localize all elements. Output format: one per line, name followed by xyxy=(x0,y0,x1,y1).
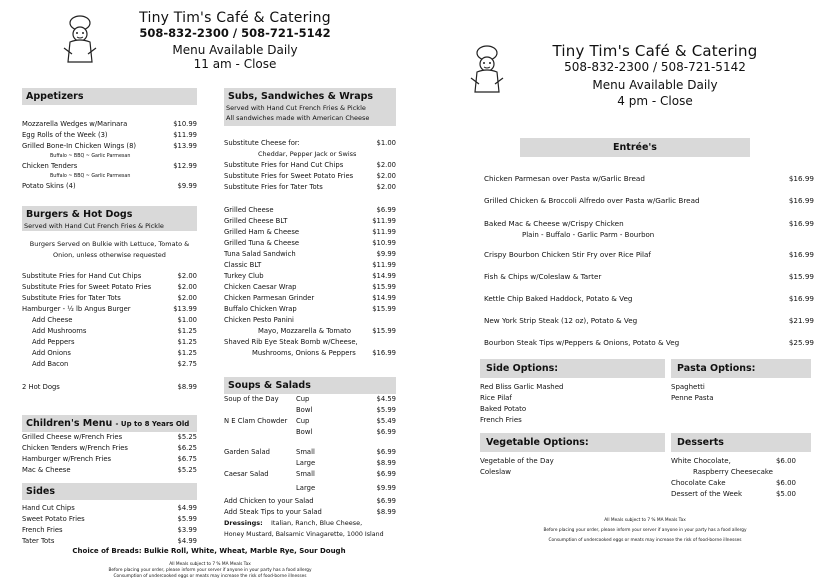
desserts-title: Desserts xyxy=(671,433,811,452)
menu-item: Add Chicken to your Salad $6.99 xyxy=(224,497,396,505)
menu-item: Mac & Cheese $5.25 xyxy=(22,466,197,474)
menu-item: Tuna Salad Sandwich $9.99 xyxy=(224,250,396,258)
addon-item: Add Onions $1.25 xyxy=(32,349,197,357)
menu-item: Raspberry Cheesecake xyxy=(693,468,773,476)
availability-line: Menu Available Daily xyxy=(592,78,718,92)
subs-section xyxy=(224,88,396,359)
addon-item: Add Bacon $2.75 xyxy=(32,360,197,368)
menu-item: Potato Skins (4) $9.99 xyxy=(22,182,197,190)
menu-item: 2 Hot Dogs $8.99 xyxy=(22,383,197,391)
menu-item: Grilled Chicken & Broccoli Alfredo over Pasta w/Garlic Bread $16.99 xyxy=(484,196,814,205)
menu-item: Mushrooms, Onions & Peppers $16.99 xyxy=(252,349,396,357)
menu-item: White Chocolate, $6.00 xyxy=(671,457,796,465)
menu-item: Baked Mac & Cheese w/Crispy Chicken $16.99 xyxy=(484,219,814,228)
menu-item: Shaved Rib Eye Steak Bomb w/Cheese, xyxy=(224,338,358,346)
sides-section xyxy=(22,483,197,547)
hours-line: 11 am - Close xyxy=(193,57,277,71)
menu-item: N E Clam Chowder Cup $5.49 xyxy=(224,417,396,425)
lunch-header xyxy=(110,10,360,71)
menu-item: Chicken Parmesan over Pasta w/Garlic Bread $16.99 xyxy=(484,174,814,183)
menu-item: Turkey Club $14.99 xyxy=(224,272,396,280)
menu-item: Add Steak Tips to your Salad $8.99 xyxy=(224,508,396,516)
entrees-header: Entrée's xyxy=(520,138,750,157)
side-options-section: Side Options: Red Bliss Garlic Mashed Rice Pilaf Baked Potato French Fries xyxy=(480,359,665,426)
burgers-subtitle: Served with Hand Cut French Fries & Pickle xyxy=(22,221,197,231)
cafe-name: Tiny Tim's Café & Catering xyxy=(139,10,331,26)
menu-item: Chocolate Cake $6.00 xyxy=(671,479,796,487)
menu-item: Hamburger w/French Fries $6.75 xyxy=(22,455,197,463)
menu-item: Mayo, Mozzarella & Tomato $15.99 xyxy=(258,327,396,335)
veg-options-section: Vegetable Options: Vegetable of the Day Coleslaw xyxy=(480,433,665,478)
menu-item: Grilled Ham & Cheese $11.99 xyxy=(224,228,396,236)
dressings-cont: Honey Mustard, Balsamic Vinagarette, 1000 Island xyxy=(224,531,384,538)
burgers-section xyxy=(22,206,197,393)
lunch-menu-page xyxy=(0,0,405,588)
entrees-section xyxy=(484,168,814,354)
chef-logo-icon xyxy=(58,14,102,66)
menu-item: Classic BLT $11.99 xyxy=(224,261,396,269)
soups-title: Soups & Salads xyxy=(224,377,396,394)
subs-subtitle: Served with Hand Cut French Fries & Pickle xyxy=(224,103,396,113)
tender-flavors: Buffalo ~ BBQ ~ Garlic Parmesan xyxy=(50,174,131,179)
menu-item: Bowl $6.99 xyxy=(296,428,396,436)
phone-numbers: 508-832-2300 / 508-721-5142 xyxy=(564,60,746,74)
menu-item: Chicken Parmesan Grinder $14.99 xyxy=(224,294,396,302)
pasta-options-title: Pasta Options: xyxy=(671,359,811,378)
menu-item: New York Strip Steak (12 oz), Potato & Veg $21.99 xyxy=(484,316,814,325)
menu-item: Grilled Cheese w/French Fries $5.25 xyxy=(22,433,197,441)
menu-item: Substitute Fries for Sweet Potato Fries $2.00 xyxy=(22,283,197,291)
addon-item: Add Peppers $1.25 xyxy=(32,338,197,346)
menu-item: Chicken Caesar Wrap $15.99 xyxy=(224,283,396,291)
menu-item: Substitute Fries for Tater Tots $2.00 xyxy=(22,294,197,302)
menu-item: Egg Rolls of the Week (3) $11.99 xyxy=(22,131,197,139)
menu-item: Substitute Fries for Sweet Potato Fries $2.00 xyxy=(224,172,396,180)
menu-item: Hand Cut Chips $4.99 xyxy=(22,504,197,512)
dinner-footer: All Meals subject to 7 % MA Meals Tax Before placing your order, please inform your server if anyone in your party has a food allergy Consumption of undercooked eggs or meats may increase the risk of food-borne illnesses xyxy=(543,518,747,543)
menu-item: Bowl $5.99 xyxy=(296,406,396,414)
lunch-footer: All Meals subject to 7 % MA Meals Tax Before placing your order, please inform your server if anyone in your party has a food allergy Consumption of undercooked eggs or meats may increase the risk of food-borne illnesses xyxy=(108,562,312,579)
bread-choices: Choice of Breads: Bulkie Roll, White, Wheat, Marble Rye, Sour Dough xyxy=(72,547,346,555)
dinner-header xyxy=(515,42,795,108)
kids-title: Children's Menu - Up to 8 Years Old xyxy=(22,415,197,432)
menu-item: Grilled Cheese BLT $11.99 xyxy=(224,217,396,225)
menu-item: Chicken Tenders $12.99 xyxy=(22,162,197,170)
desserts-section xyxy=(671,433,811,500)
menu-item: Substitute Cheese for: $1.00 xyxy=(224,139,396,147)
wing-flavors: Buffalo ~ BBQ ~ Garlic Parmesan xyxy=(50,154,131,159)
kids-section xyxy=(22,415,197,476)
page-gutter xyxy=(405,0,455,588)
cheese-options: Cheddar, Pepper Jack or Swiss xyxy=(258,150,357,158)
menu-item: French Fries $3.99 xyxy=(22,526,197,534)
pasta-options-section: Pasta Options: Spaghetti Penne Pasta xyxy=(671,359,811,404)
hours-line: 4 pm - Close xyxy=(617,94,693,108)
menu-item: Bourbon Steak Tips w/Peppers & Onions, Potato & Veg $25.99 xyxy=(484,338,814,347)
appetizers-title: Appetizers xyxy=(22,88,197,105)
chef-logo-icon xyxy=(465,44,509,96)
dressings: Dressings: Italian, Ranch, Blue Cheese, xyxy=(224,519,363,527)
cafe-name: Tiny Tim's Café & Catering xyxy=(552,42,758,60)
menu-item: Large $9.99 xyxy=(296,484,396,492)
menu-item: Substitute Fries for Hand Cut Chips $2.00 xyxy=(224,161,396,169)
sides-title: Sides xyxy=(22,483,197,500)
addon-item: Add Cheese $1.00 xyxy=(32,316,197,324)
subs-subtitle: All sandwiches made with American Cheese xyxy=(224,113,396,126)
menu-item: Chicken Tenders w/French Fries $6.25 xyxy=(22,444,197,452)
menu-item: Tater Tots $4.99 xyxy=(22,537,197,545)
addon-item: Add Mushrooms $1.25 xyxy=(32,327,197,335)
appetizers-section xyxy=(22,88,197,192)
menu-item: Sweet Potato Fries $5.99 xyxy=(22,515,197,523)
menu-item: Fish & Chips w/Coleslaw & Tarter $15.99 xyxy=(484,272,814,281)
soups-section xyxy=(224,377,396,540)
subs-title: Subs, Sandwiches & Wraps xyxy=(224,88,396,103)
menu-item: Grilled Bone-In Chicken Wings (8) $13.99 xyxy=(22,142,197,150)
menu-item: Dessert of the Week $5.00 xyxy=(671,490,796,498)
burgers-desc: Onion, unless otherwise requested xyxy=(53,251,166,259)
mac-options: Plain - Buffalo - Garlic Parm - Bourbon xyxy=(522,231,655,239)
burgers-desc: Burgers Served on Bulkie with Lettuce, Tomato & xyxy=(29,240,190,248)
menu-item: Crispy Bourbon Chicken Stir Fry over Rice Pilaf $16.99 xyxy=(484,250,814,259)
menu-item: Soup of the Day Cup $4.59 xyxy=(224,395,396,403)
side-options-title: Side Options: xyxy=(480,359,665,378)
menu-item: Kettle Chip Baked Haddock, Potato & Veg $16.99 xyxy=(484,294,814,303)
menu-item: Mozzarella Wedges w/Marinara $10.99 xyxy=(22,120,197,128)
veg-options-title: Vegetable Options: xyxy=(480,433,665,452)
dinner-menu-page xyxy=(455,0,817,588)
availability-line: Menu Available Daily xyxy=(172,43,298,57)
phone-numbers: 508-832-2300 / 508-721-5142 xyxy=(139,26,331,40)
menu-item: Large $8.99 xyxy=(296,459,396,467)
menu-item: Hamburger - ½ lb Angus Burger $13.99 xyxy=(22,305,197,313)
menu-item: Substitute Fries for Hand Cut Chips $2.00 xyxy=(22,272,197,280)
menu-item: Grilled Cheese $6.99 xyxy=(224,206,396,214)
menu-item: Garden Salad Small $6.99 xyxy=(224,448,396,456)
menu-item: Buffalo Chicken Wrap $15.99 xyxy=(224,305,396,313)
menu-item: Grilled Tuna & Cheese $10.99 xyxy=(224,239,396,247)
menu-item: Chicken Pesto Panini xyxy=(224,316,294,324)
menu-item: Substitute Fries for Tater Tots $2.00 xyxy=(224,183,396,191)
menu-item: Caesar Salad Small $6.99 xyxy=(224,470,396,478)
burgers-title: Burgers & Hot Dogs xyxy=(22,206,197,221)
